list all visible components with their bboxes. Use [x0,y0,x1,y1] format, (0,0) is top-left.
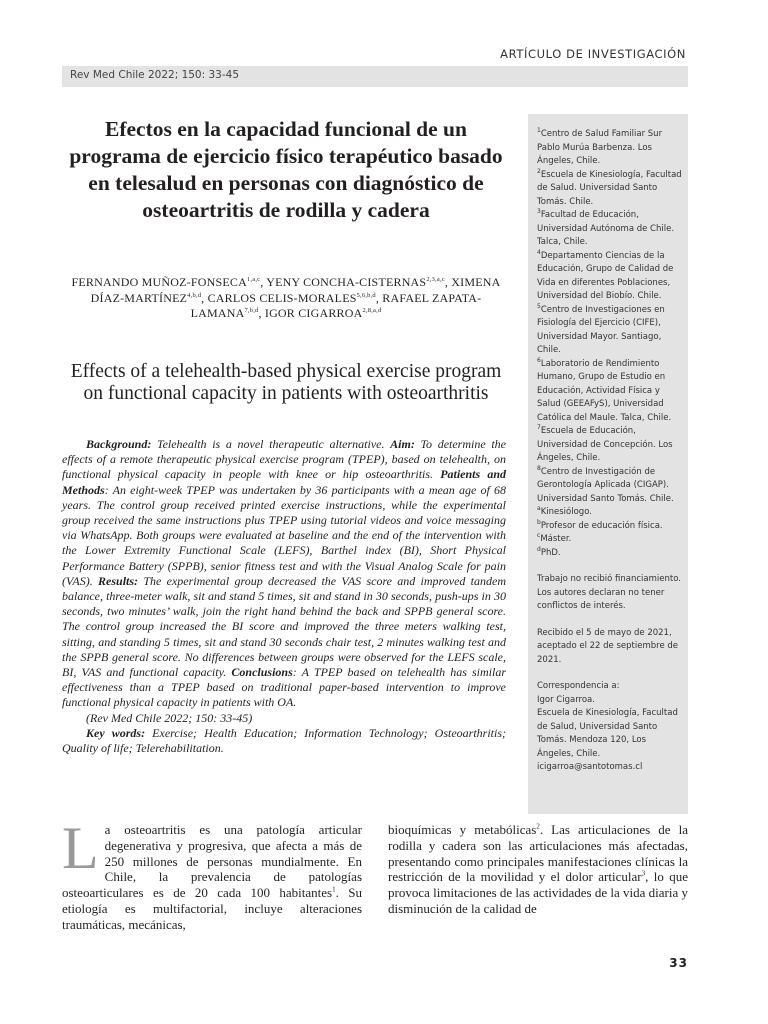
keywords-label: Key words: [86,725,146,740]
affiliation-item: $^5$Centro de Investigaciones en Fisiología del Ejercicio (CIFE), Universidad Mayor. Santiago, Chile. [537,302,665,355]
sidebar-content [537,128,683,775]
journal-bar [62,66,688,87]
results-label: Results: [98,573,139,588]
abstract [62,437,506,756]
affiliation-item: $^3$Facultad de Educación, Universidad Autónoma de Chile. Talca, Chile. [537,208,675,247]
author-name: IGOR CIGARROA [264,306,363,320]
author-list: FERNANDO MUÑOZ-FONSECA$^{1,a,c}$, YENY CONCHA-CISTERNAS$^{2,3,a,c}$, XIMENA DÍAZ-MARTÍNEZ$^{4,b,d}$, CARLOS CELIS-MORALES$^{5,6,b,d}$, RAFAEL ZAPATA-LAMANA$^{7,b,d}$, IGOR CIGARROA$^{2,8,a,d}$ [71,275,501,320]
conclusions-label: Conclusions [231,665,293,680]
affiliation-item: $^4$Departamento Ciencias de la Educación, Grupo de Calidad de Vida en diferentes Poblaciones, Universidad del Biobío. Chile. [537,248,674,301]
background-label: Background: [86,437,152,451]
body-column-1: La osteoartritis es una patología articular degenerativa y progresiva, que afecta a más de 250 millones de personas mundialmente. En Chile, la prevalencia de patologías osteoarticulares es de 20 cada 100 habitantes$^1$. Su etiología es multifactorial, incluye alteraciones traumáticas, mecánicas, [62,815,363,932]
author-affiliation-mark: 2,8,a,d [362,307,382,314]
author-name: XIMENA DÍAZ-MARTÍNEZ [90,275,501,305]
page-number: 33 [669,956,688,970]
affiliation-item: $^1$Centro de Salud Familiar Sur Pablo Murúa Barbenza. Los Ángeles, Chile. [537,127,663,166]
author-affiliation-mark: 4,b,d [187,291,202,299]
journal-reference: Rev Med Chile 2022; 150: 33-45 [70,69,239,81]
author-affiliation-mark: 2,3,a,c [426,276,445,283]
conflicts-note: Los autores declaran no tener conflictos de interés. [537,587,665,611]
author-affiliation-mark: 1,a,c [246,276,261,283]
keywords: Key words: Exercise; Health Education; Information Technology; Osteoarthritis; Quality of life; Telerehabilitation. [62,725,506,756]
affiliation-item: $^d$PhD. [537,545,561,558]
affiliation-item: $^2$Escuela de Kinesiología, Facultad de Salud. Universidad Santo Tomás. Chile. [537,167,682,207]
affiliation-item: $^b$Profesor de educación física. [537,518,663,531]
author-name: RAFAEL ZAPATA-LAMANA [190,290,482,320]
author-name: FERNANDO MUÑOZ-FONSECA [71,275,247,289]
aim-label: Aim: [390,437,415,451]
author-affiliation-mark: 5,6,b,d [356,291,376,299]
section-label: ARTÍCULO DE INVESTIGACIÓN [500,47,686,61]
article-title-es: Efectos en la capacidad funcional de un programa de ejercicio físico terapéutico basado en telesalud en personas con diagnóstico de osteoartritis de rodilla y cadera [69,117,503,222]
abstract-body: Background: Telehealth is a novel therapeutic alternative. Aim: To determine the effects of a remote therapeutic physical exercise program (TPEP), based on telehealth, on functional physical capacity in people with knee or hip osteoarthritis. Patients and Methods: An eight-week TPEP was undertaken by 36 participants with a mean age of 68 years. The control group received printed exercise instructions, while the experimental group received the same instructions plus TPEP using tutorial videos and voice messaging via WhatsApp. Both groups were evaluated at baseline and the end of the intervention with the Lower Extremity Functional Scale (LEFS), Barthel index (BI), Short Physical Performance Battery (SPPB), senior fitness test and with the Visual Analog Scale for pain (VAS). Results: The experimental group decreased the VAS score and improved tandem balance, three-meter walk, sit and stand 5 times, sit and stand in 30 seconds, push-ups in 30 seconds, two minutes’ walk, join the right hand behind the back and SPPB general score. The control group increased the BI score and improved the three meters walking test, sitting, and standing 5 times, sit and stand 30 seconds chair test, 2 minutes walking test and the SPPB general score. No differences between groups were observed for the LEFS scale, BI, VAS and functional capacity. Conclusions: A TPEP based on telehealth has similar effectiveness than a TPEP based on traditional paper-based intervention to improve functional physical capacity in patients with OA. [62,437,507,710]
author-name: CARLOS CELIS-MORALES [207,290,357,305]
abstract-citation: (Rev Med Chile 2022; 150: 33-45) [86,710,253,725]
correspondence [537,680,683,775]
affiliations-list [537,128,683,560]
affiliation-item: $^6$Laboratorio de Rendimiento Humano, Grupo de Estudio en Educación, Actividad Física y Salud (GEEAFyS), Universidad Católica del Maule. Talca, Chile. [537,356,672,423]
correspondence-label: Correspondencia a: [537,681,620,691]
drop-cap: L [62,815,99,881]
affiliation-item: $^8$Centro de Investigación de Gerontología Aplicada (CIGAP). Universidad Santo Tomás. Chile. [537,464,674,504]
correspondence-email[interactable]: icigarroa@santotomas.cl [537,762,643,772]
author-affiliation-mark: 7,b,d [244,307,259,314]
affiliation-item: $^a$Kinesiólogo. [537,505,592,517]
body-column-2: bioquímicas y metabólicas$^2$. Las articulaciones de la rodilla y cadera son las articulaciones más afectadas, presentando como principales manifestaciones clínicas la restricción de la movilidad y el dolor articular$^3$, lo que provoca limitaciones de las actividades de la vida diaria y disminución de la calidad de [388,822,689,916]
affiliation-item: $^7$Escuela de Educación, Universidad de Concepción. Los Ángeles, Chile. [537,424,673,463]
methods-label: Patients and Methods [62,467,506,497]
affiliation-item: $^c$Máster. [537,532,572,544]
author-name: YENY CONCHA-CISTERNAS [266,275,427,289]
article-title-en: Effects of a telehealth-based physical exercise program on functional capacity in patients with osteoarthritis [70,361,502,404]
funding-note: Trabajo no recibió financiamiento. Los autores declaran no tener conflictos de interés. [537,574,681,611]
received-note: Recibido el 5 de mayo de 2021, aceptado el 22 de septiembre de 2021. [537,627,679,665]
correspondence-name: Igor Cigarroa. [537,694,595,705]
correspondence-address: Escuela de Kinesiología, Facultad de Salud, Universidad Santo Tomás. Mendoza 120, Los Ángeles, Chile. [537,708,678,759]
